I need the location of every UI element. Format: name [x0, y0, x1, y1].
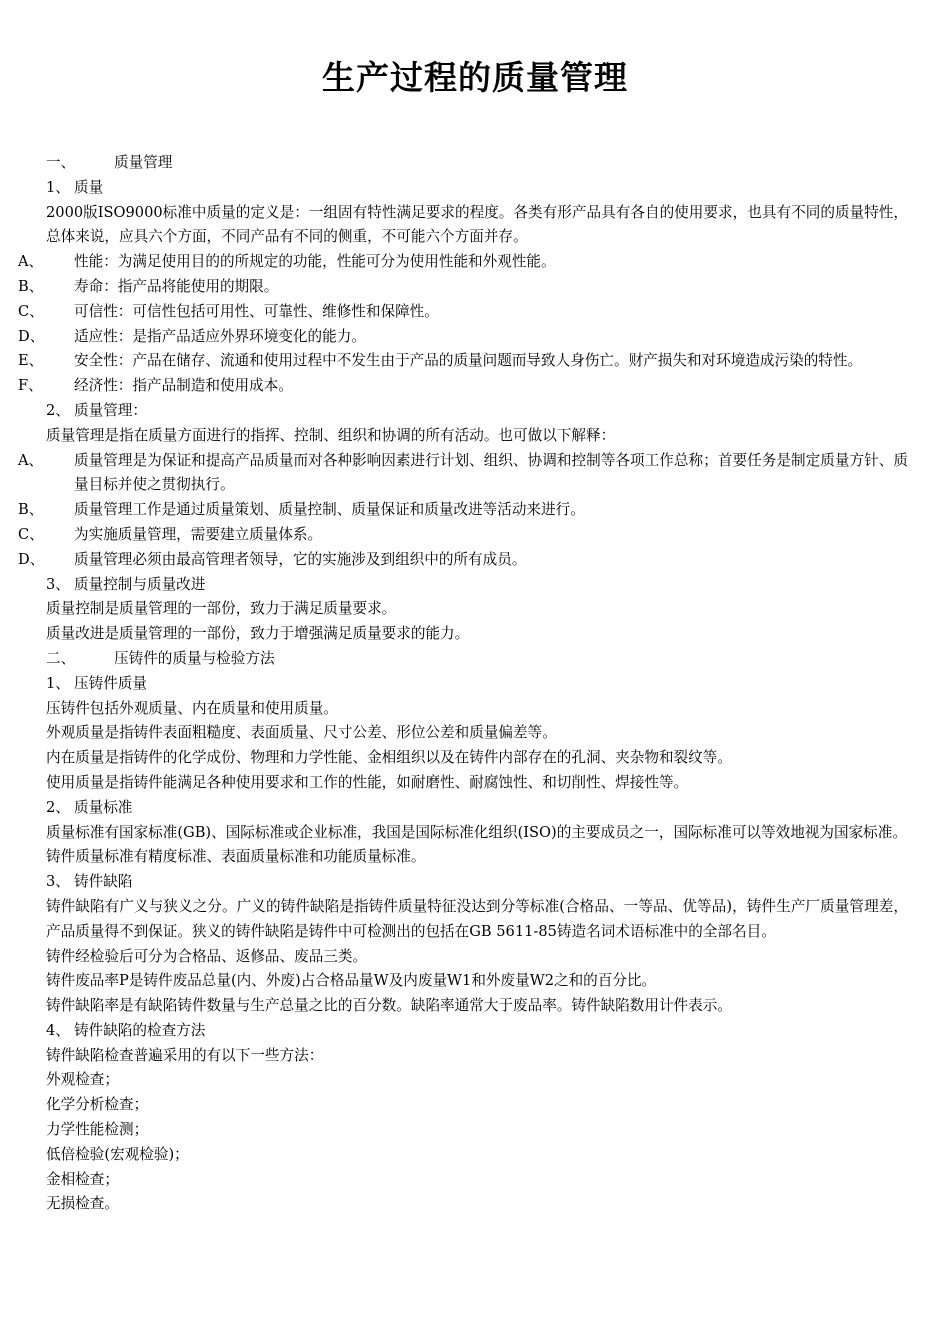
paragraph: 质量控制是质量管理的一部份，致力于满足质量要求。: [46, 600, 397, 618]
subsection-number: 4、: [46, 1021, 70, 1039]
method-item: 化学分析检查；: [46, 1096, 149, 1114]
document-body: [18, 151, 908, 1217]
list-item-text: 经济性：指产品制造和使用成本。: [74, 377, 293, 395]
list-item-label: A、: [18, 253, 44, 271]
subsection-title: 铸件缺陷的检查方法: [74, 1021, 206, 1039]
list-item-label: B、: [18, 277, 44, 295]
subsection-heading: [46, 870, 908, 895]
list-item-text: 质量管理必须由最高管理者领导，它的实施涉及到组织中的所有成员。: [74, 550, 527, 568]
paragraph: 质量改进是质量管理的一部份，致力于增强满足质量要求的能力。: [46, 625, 470, 643]
subsection-heading: [46, 672, 908, 697]
list-item-text: 适应性：是指产品适应外界环境变化的能力。: [74, 327, 366, 345]
paragraph: 外观质量是指铸件表面粗糙度、表面质量、尺寸公差、形位公差和质量偏差等。: [46, 724, 557, 742]
list-item: [18, 250, 908, 275]
method-item: 力学性能检测；: [46, 1121, 149, 1139]
list-item-text: 质量管理是为保证和提高产品质量而对各种影响因素进行计划、组织、协调和控制等各项工作总称；首要任务是制定质量方针、质量目标并使之贯彻执行。: [74, 451, 908, 494]
section-title: 质量管理: [114, 154, 173, 171]
list-item-text: 可信性：可信性包括可用性、可靠性、维修性和保障性。: [74, 302, 439, 320]
list-item-label: F、: [18, 377, 43, 395]
subsection-title: 质量管理：: [74, 401, 147, 419]
paragraph: 内在质量是指铸件的化学成份、物理和力学性能、金相组织以及在铸件内部存在的孔洞、夹杂物和裂纹等。: [46, 749, 732, 767]
list-item: [18, 374, 908, 399]
paragraph: 铸件废品率P是铸件废品总量(内、外废)占合格品量W及内废量W1和外废量W2之和的百分比。: [46, 972, 657, 990]
section-number: 二、: [46, 649, 76, 667]
subsection-heading: [46, 796, 908, 821]
section-number: 一、: [46, 154, 76, 171]
subsection-number: 3、: [46, 575, 70, 593]
list-item: [18, 300, 908, 325]
list-item: [18, 349, 908, 374]
list-item-text: 安全性：产品在储存、流通和使用过程中不发生由于产品的质量问题而导致人身伤亡。财产损失和对环境造成污染的特性。: [74, 352, 863, 370]
list-item: [18, 548, 908, 573]
list-item: [18, 523, 908, 548]
paragraph: 铸件缺陷有广义与狭义之分。广义的铸件缺陷是指铸件质量特征没达到分等标准(合格品、一等品、优等品)，铸件生产厂质量管理差，产品质量得不到保证。狭义的铸件缺陷是铸件中可检测出的包括在GB 5611-85铸造名词术语标准中的全部名目。: [46, 897, 908, 940]
subsection-heading: [46, 1019, 908, 1044]
list-item-label: E、: [18, 352, 44, 370]
subsection-number: 3、: [46, 873, 70, 891]
paragraph: 铸件缺陷检查普遍采用的有以下一些方法：: [46, 1046, 324, 1064]
method-item: 低倍检验(宏观检验)；: [46, 1145, 189, 1163]
list-item-text: 质量管理工作是通过质量策划、质量控制、质量保证和质量改进等活动来进行。: [74, 501, 585, 519]
paragraph: 使用质量是指铸件能满足各种使用要求和工作的性能，如耐磨性、耐腐蚀性、和切削性、焊接性等。: [46, 773, 689, 791]
paragraph: 质量标准有国家标准(GB)、国际标准或企业标准，我国是国际标准化组织(ISO)的主要成员之一，国际标准可以等效地视为国家标准。: [46, 823, 907, 841]
document-title: 生产过程的质量管理: [322, 58, 628, 97]
subsection-number: 1、: [46, 674, 70, 692]
list-item-label: C、: [18, 302, 44, 320]
subsection-heading: [46, 399, 908, 424]
paragraph: 质量管理是指在质量方面进行的指挥、控制、组织和协调的所有活动。也可做以下解释：: [46, 426, 616, 444]
method-item: 无损检查。: [46, 1195, 119, 1213]
subsection-title: 质量控制与质量改进: [74, 575, 206, 593]
paragraph: 铸件缺陷率是有缺陷铸件数量与生产总量之比的百分数。缺陷率通常大于废品率。铸件缺陷数用计件表示。: [46, 997, 732, 1015]
list-item: [18, 498, 908, 523]
list-item-text: 寿命：指产品将能使用的期限。: [74, 277, 279, 295]
paragraph: 2000版ISO9000标准中质量的定义是：一组固有特性满足要求的程度。各类有形产品具有各自的使用要求，也具有不同的质量特性，总体来说，应具六个方面，不同产品有不同的侧重，不可能六个方面并存。: [46, 203, 908, 246]
subsection-number: 2、: [46, 401, 70, 419]
subsection-title: 质量: [74, 178, 104, 196]
list-item-label: A、: [18, 451, 44, 469]
method-item: 外观检查；: [46, 1071, 119, 1089]
method-item: 金相检查；: [46, 1170, 119, 1188]
subsection-number: 2、: [46, 798, 70, 816]
section-heading: [46, 647, 908, 672]
paragraph: 铸件经检验后可分为合格品、返修品、废品三类。: [46, 947, 368, 965]
list-item: [18, 275, 908, 300]
subsection-number: 1、: [46, 178, 70, 196]
paragraph: 铸件质量标准有精度标准、表面质量标准和功能质量标准。: [46, 848, 426, 866]
subsection-heading: [46, 176, 908, 201]
subsection-title: 铸件缺陷: [74, 873, 133, 891]
list-item-text: 性能：为满足使用目的的所规定的功能，性能可分为使用性能和外观性能。: [74, 253, 556, 271]
subsection-title: 质量标准: [74, 798, 133, 816]
list-item: [18, 325, 908, 350]
paragraph: 压铸件包括外观质量、内在质量和使用质量。: [46, 699, 338, 717]
subsection-title: 压铸件质量: [74, 674, 147, 692]
list-item-label: C、: [18, 525, 44, 543]
list-item-text: 为实施质量管理，需要建立质量体系。: [74, 525, 323, 543]
list-item-label: B、: [18, 501, 44, 519]
section-heading: [46, 151, 908, 176]
list-item-label: D、: [18, 550, 45, 568]
section-title: 压铸件的质量与检验方法: [114, 649, 275, 667]
list-item: [18, 449, 908, 499]
subsection-heading: [46, 573, 908, 598]
list-item-label: D、: [18, 327, 45, 345]
